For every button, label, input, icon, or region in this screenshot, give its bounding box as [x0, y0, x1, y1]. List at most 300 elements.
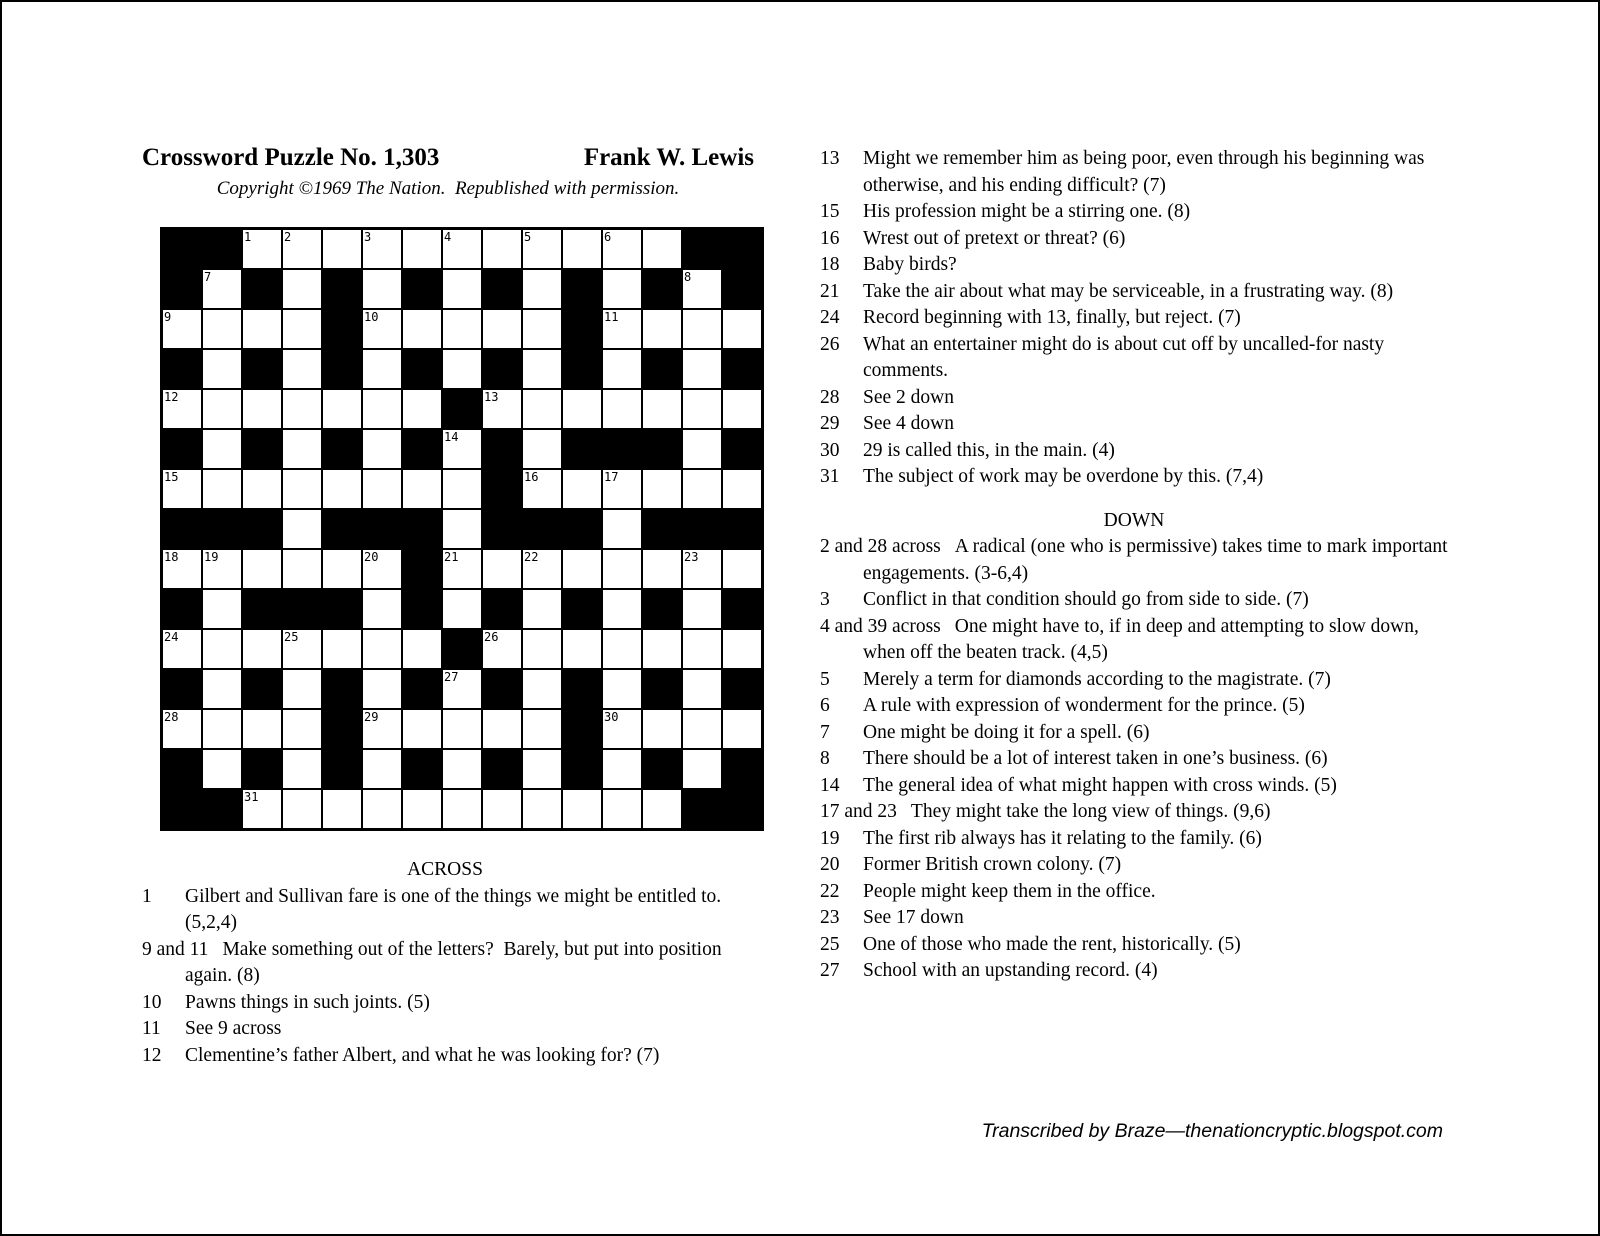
grid-cell-black: [563, 350, 601, 388]
grid-cell[interactable]: [643, 790, 681, 828]
grid-cell-black: [163, 750, 201, 788]
clue: [820, 720, 1448, 747]
clue-text: A rule with expression of wonderment for the prince. (5): [863, 695, 1305, 716]
grid-cell-number: 7: [204, 270, 212, 284]
clue-number: 11: [142, 1018, 161, 1039]
grid-cell-number: 22: [524, 550, 539, 564]
clue: [820, 746, 1448, 773]
clue: [820, 667, 1448, 694]
grid-cell-number: 26: [484, 630, 499, 644]
clue-number: 14: [820, 774, 840, 796]
grid-cell[interactable]: [203, 350, 241, 388]
grid-cell[interactable]: [563, 390, 601, 428]
grid-cell[interactable]: [363, 350, 401, 388]
grid-cell[interactable]: [643, 230, 681, 268]
grid-cell-black: [243, 350, 281, 388]
grid-cell[interactable]: [163, 470, 201, 508]
grid-cell-black: [723, 750, 761, 788]
grid-cell[interactable]: [363, 590, 401, 628]
grid-cell[interactable]: [603, 590, 641, 628]
grid-cell[interactable]: [723, 630, 761, 668]
grid-cell-black: [483, 350, 521, 388]
grid-cell-black: [163, 430, 201, 468]
clue: [820, 305, 1448, 332]
grid-cell[interactable]: [363, 670, 401, 708]
grid-cell[interactable]: [163, 710, 201, 748]
clue: [820, 385, 1448, 412]
grid-cell[interactable]: [203, 670, 241, 708]
grid-cell[interactable]: [243, 390, 281, 428]
grid-cell[interactable]: [283, 670, 321, 708]
clue-number: 15: [820, 201, 840, 222]
grid-cell-black: [323, 350, 361, 388]
across-header: ACROSS: [407, 859, 483, 880]
grid-cell-number: 10: [364, 310, 379, 324]
grid-cell[interactable]: [643, 710, 681, 748]
clue-number: 3: [820, 589, 830, 610]
grid-cell-number: 24: [164, 630, 179, 644]
grid-cell[interactable]: [523, 310, 561, 348]
grid-cell-black: [243, 590, 281, 628]
grid-cell[interactable]: [443, 670, 481, 708]
grid-cell-number: 23: [684, 550, 699, 564]
grid-cell-black: [483, 590, 521, 628]
grid-cell[interactable]: [283, 390, 321, 428]
grid-cell[interactable]: [523, 710, 561, 748]
grid-cell[interactable]: [243, 710, 281, 748]
grid-cell[interactable]: [363, 430, 401, 468]
grid-cell[interactable]: [523, 430, 561, 468]
clue-text: The general idea of what might happen with cross winds. (5): [863, 774, 1337, 796]
grid-cell[interactable]: [523, 350, 561, 388]
grid-cell[interactable]: [283, 630, 321, 668]
grid-cell[interactable]: [483, 230, 521, 268]
clue-text: Conflict in that condition should go from side to side. (7): [863, 589, 1309, 610]
grid-cell[interactable]: [203, 750, 241, 788]
clue-text: See 17 down: [863, 907, 964, 928]
grid-cell-black: [723, 670, 761, 708]
grid-cell-number: 9: [164, 310, 172, 324]
grid-cell[interactable]: [523, 470, 561, 508]
grid-cell[interactable]: [163, 310, 201, 348]
clue: [820, 614, 1448, 667]
clue-number: 23: [820, 907, 840, 928]
grid-cell[interactable]: [683, 430, 721, 468]
clue-text: A radical (one who is permissive) takes time to mark important engagements. (3-6,4): [863, 536, 1448, 584]
down-header: DOWN: [1103, 509, 1165, 531]
clue-text: Make something out of the letters? Barely, but put into position again. (8): [185, 938, 722, 986]
grid-cell-number: 19: [204, 550, 219, 564]
clue-number: 26: [820, 333, 840, 355]
grid-cell[interactable]: [443, 550, 481, 588]
grid-cell-black: [563, 510, 601, 548]
grid-cell[interactable]: [563, 230, 601, 268]
grid-cell-number: 5: [524, 230, 532, 244]
grid-cell[interactable]: [283, 430, 321, 468]
grid-cell-black: [483, 750, 521, 788]
clue: [820, 438, 1448, 465]
grid-cell[interactable]: [683, 750, 721, 788]
clue: [820, 252, 1448, 279]
grid-cell[interactable]: [283, 470, 321, 508]
grid-cell[interactable]: [523, 670, 561, 708]
grid-cell-black: [403, 550, 441, 588]
clue-text: Merely a term for diamonds according to the magistrate. (7): [863, 668, 1331, 690]
grid-cell-black: [563, 430, 601, 468]
clue-text: See 9 across: [185, 1018, 282, 1039]
grid-cell[interactable]: [163, 550, 201, 588]
grid-cell[interactable]: [603, 550, 641, 588]
grid-cell[interactable]: [443, 790, 481, 828]
clue-number: 20: [820, 854, 840, 875]
grid-cell[interactable]: [643, 390, 681, 428]
down-clue-list: [820, 534, 1448, 985]
grid-cell[interactable]: [243, 630, 281, 668]
grid-cell-black: [563, 750, 601, 788]
grid-cell-black: [603, 430, 641, 468]
clue: [820, 587, 1448, 614]
grid-cell[interactable]: [363, 310, 401, 348]
clue-number: 22: [820, 880, 840, 902]
clue-number: 28: [820, 386, 840, 408]
grid-cell-black: [403, 590, 441, 628]
grid-cell[interactable]: [323, 550, 361, 588]
clue-number: 24: [820, 307, 840, 328]
clue-number: 12: [142, 1044, 162, 1066]
grid-cell[interactable]: [243, 230, 281, 268]
grid-cell[interactable]: [283, 230, 321, 268]
grid-cell[interactable]: [403, 230, 441, 268]
grid-cell[interactable]: [203, 390, 241, 428]
grid-cell-black: [203, 790, 241, 828]
grid-cell-black: [443, 390, 481, 428]
grid-cell[interactable]: [563, 790, 601, 828]
grid-cell[interactable]: [523, 630, 561, 668]
grid-cell-black: [203, 510, 241, 548]
grid-cell[interactable]: [723, 710, 761, 748]
grid-cell[interactable]: [523, 390, 561, 428]
grid-cell-black: [563, 670, 601, 708]
clue-text: What an entertainer might do is about cut off by uncalled-for nasty comments.: [863, 333, 1385, 381]
grid-cell[interactable]: [603, 670, 641, 708]
clue-text: 29 is called this, in the main. (4): [863, 439, 1115, 461]
grid-cell[interactable]: [283, 750, 321, 788]
clue: [142, 1043, 748, 1070]
grid-cell-black: [683, 230, 721, 268]
grid-cell-black: [723, 590, 761, 628]
grid-cell-black: [723, 270, 761, 308]
grid-cell[interactable]: [163, 390, 201, 428]
grid-cell-black: [163, 590, 201, 628]
grid-cell[interactable]: [323, 470, 361, 508]
clue: [820, 799, 1448, 826]
grid-cell[interactable]: [723, 550, 761, 588]
clue-number: 19: [820, 827, 840, 849]
grid-cell[interactable]: [523, 230, 561, 268]
grid-cell-number: 21: [444, 550, 459, 564]
grid-cell[interactable]: [603, 390, 641, 428]
grid-cell[interactable]: [163, 630, 201, 668]
grid-cell[interactable]: [363, 630, 401, 668]
clue-number: 21: [820, 280, 840, 302]
grid-cell-black: [403, 350, 441, 388]
grid-cell[interactable]: [683, 270, 721, 308]
clue-number: 25: [820, 933, 840, 955]
clue: [820, 332, 1448, 385]
clue: [820, 958, 1448, 985]
grid-cell[interactable]: [203, 630, 241, 668]
grid-cell[interactable]: [603, 710, 641, 748]
grid-cell[interactable]: [323, 230, 361, 268]
grid-cell[interactable]: [283, 710, 321, 748]
grid-cell-black: [403, 270, 441, 308]
clue-number: 31: [820, 466, 840, 487]
grid-cell-black: [163, 350, 201, 388]
grid-cell[interactable]: [363, 470, 401, 508]
grid-cell[interactable]: [443, 510, 481, 548]
grid-cell[interactable]: [363, 750, 401, 788]
grid-cell[interactable]: [643, 470, 681, 508]
grid-cell-black: [163, 670, 201, 708]
grid-cell-black: [643, 270, 681, 308]
clue-text: Record beginning with 13, finally, but reject. (7): [863, 307, 1241, 328]
grid-cell[interactable]: [203, 550, 241, 588]
grid-cell[interactable]: [363, 230, 401, 268]
grid-cell[interactable]: [643, 550, 681, 588]
clue: [820, 852, 1448, 879]
grid-cell-black: [723, 350, 761, 388]
grid-cell-black: [443, 630, 481, 668]
clue-text: One might be doing it for a spell. (6): [863, 721, 1150, 743]
grid-cell[interactable]: [203, 270, 241, 308]
clue: [142, 1016, 748, 1043]
grid-cell-black: [643, 670, 681, 708]
grid-cell[interactable]: [443, 230, 481, 268]
grid-cell[interactable]: [523, 790, 561, 828]
grid-cell-number: 15: [164, 470, 179, 484]
clue-number: 27: [820, 960, 840, 981]
clue-text: Wrest out of pretext or threat? (6): [863, 227, 1126, 249]
grid-cell[interactable]: [283, 310, 321, 348]
grid-cell[interactable]: [483, 550, 521, 588]
grid-cell-number: 14: [444, 430, 459, 444]
clue-number: 29: [820, 413, 840, 434]
grid-cell-black: [723, 230, 761, 268]
grid-cell-black: [483, 510, 521, 548]
grid-cell[interactable]: [683, 470, 721, 508]
grid-cell-black: [563, 710, 601, 748]
grid-cell[interactable]: [363, 390, 401, 428]
grid-cell[interactable]: [243, 310, 281, 348]
grid-cell[interactable]: [643, 630, 681, 668]
grid-cell-black: [483, 430, 521, 468]
clue-text: Might we remember him as being poor, even through his beginning was otherwise, and his ending difficult? (7): [863, 148, 1425, 196]
grid-cell[interactable]: [243, 790, 281, 828]
grid-cell[interactable]: [723, 390, 761, 428]
grid-cell[interactable]: [563, 550, 601, 588]
grid-cell[interactable]: [403, 310, 441, 348]
grid-cell[interactable]: [683, 710, 721, 748]
grid-cell[interactable]: [523, 750, 561, 788]
grid-cell[interactable]: [283, 790, 321, 828]
grid-cell[interactable]: [203, 710, 241, 748]
grid-cell[interactable]: [683, 590, 721, 628]
grid-cell-black: [403, 430, 441, 468]
grid-cell[interactable]: [203, 590, 241, 628]
grid-cell-black: [483, 470, 521, 508]
grid-cell[interactable]: [363, 790, 401, 828]
grid-cell[interactable]: [603, 470, 641, 508]
grid-cell-black: [403, 510, 441, 548]
grid-cell-black: [323, 750, 361, 788]
grid-cell[interactable]: [603, 630, 641, 668]
grid-cell[interactable]: [523, 550, 561, 588]
grid-cell[interactable]: [443, 350, 481, 388]
grid-cell[interactable]: [483, 630, 521, 668]
grid-cell-black: [363, 510, 401, 548]
clue-text: See 2 down: [863, 386, 954, 408]
clue-number: 4 and 39 across: [820, 615, 941, 637]
clue: [820, 534, 1448, 587]
grid-cell-black: [323, 510, 361, 548]
grid-cell-black: [403, 750, 441, 788]
grid-cell[interactable]: [683, 550, 721, 588]
grid-cell-black: [243, 270, 281, 308]
clue-number: 6: [820, 695, 830, 716]
grid-cell[interactable]: [363, 710, 401, 748]
clue-text: Baby birds?: [863, 254, 957, 275]
grid-cell[interactable]: [483, 310, 521, 348]
grid-cell-number: 13: [484, 390, 499, 404]
grid-cell-number: 2: [284, 230, 292, 244]
clue: [820, 146, 1448, 199]
grid-cell[interactable]: [203, 470, 241, 508]
grid-cell[interactable]: [603, 750, 641, 788]
grid-cell[interactable]: [563, 470, 601, 508]
clue: [820, 826, 1448, 853]
grid-cell[interactable]: [363, 550, 401, 588]
grid-cell[interactable]: [323, 630, 361, 668]
grid-cell[interactable]: [443, 270, 481, 308]
grid-cell[interactable]: [723, 470, 761, 508]
grid-cell[interactable]: [443, 310, 481, 348]
grid-cell[interactable]: [243, 470, 281, 508]
grid-cell-black: [243, 510, 281, 548]
grid-cell[interactable]: [723, 310, 761, 348]
grid-cell[interactable]: [443, 590, 481, 628]
grid-cell[interactable]: [443, 750, 481, 788]
grid-cell[interactable]: [403, 630, 441, 668]
clue-text: One might have to, if in deep and attempting to slow down, when off the beaten track. (4,5): [863, 615, 1419, 663]
clue-number: 18: [820, 254, 840, 275]
clue-text: People might keep them in the office.: [863, 880, 1156, 902]
grid-cell[interactable]: [243, 550, 281, 588]
grid-cell[interactable]: [483, 790, 521, 828]
grid-cell[interactable]: [483, 390, 521, 428]
grid-cell[interactable]: [443, 430, 481, 468]
clue-text: The subject of work may be overdone by this. (7,4): [863, 466, 1264, 487]
crossword-grid: [160, 227, 764, 831]
clue-text: The first rib always has it relating to the family. (6): [863, 827, 1262, 849]
grid-cell[interactable]: [683, 630, 721, 668]
grid-cell[interactable]: [283, 270, 321, 308]
clue: [142, 937, 748, 990]
clue: [142, 884, 748, 937]
grid-cell[interactable]: [283, 350, 321, 388]
grid-cell[interactable]: [443, 470, 481, 508]
grid-cell-black: [563, 270, 601, 308]
grid-cell[interactable]: [683, 310, 721, 348]
grid-cell[interactable]: [203, 430, 241, 468]
clue-number: 10: [142, 991, 162, 1013]
across-clue-list-left: [142, 884, 748, 1070]
grid-cell[interactable]: [323, 790, 361, 828]
grid-cell-number: 20: [364, 550, 379, 564]
clue: [820, 879, 1448, 906]
grid-cell-black: [243, 670, 281, 708]
page-title: Crossword Puzzle No. 1,303: [142, 144, 440, 171]
clue: [820, 773, 1448, 800]
clue-number: 5: [820, 668, 830, 690]
grid-cell[interactable]: [523, 270, 561, 308]
grid-cell[interactable]: [603, 230, 641, 268]
clue-number: 17 and 23: [820, 801, 897, 822]
clue-text: Take the air about what may be serviceable, in a frustrating way. (8): [863, 280, 1394, 302]
grid-cell[interactable]: [603, 270, 641, 308]
grid-cell[interactable]: [563, 630, 601, 668]
clue-text: See 4 down: [863, 413, 954, 434]
clue-text: Clementine’s father Albert, and what he was looking for? (7): [185, 1044, 660, 1066]
grid-cell[interactable]: [683, 670, 721, 708]
grid-cell[interactable]: [523, 590, 561, 628]
grid-cell[interactable]: [603, 350, 641, 388]
grid-cell[interactable]: [403, 390, 441, 428]
grid-cell[interactable]: [323, 390, 361, 428]
grid-cell-black: [203, 230, 241, 268]
grid-cell-number: 16: [524, 470, 539, 484]
grid-cell[interactable]: [283, 550, 321, 588]
grid-cell-number: 25: [284, 630, 299, 644]
grid-cell[interactable]: [603, 510, 641, 548]
grid-cell[interactable]: [683, 390, 721, 428]
grid-cell[interactable]: [603, 790, 641, 828]
grid-cell-black: [643, 430, 681, 468]
grid-cell-black: [723, 510, 761, 548]
clue-number: 2 and 28 across: [820, 536, 941, 557]
grid-cell[interactable]: [443, 710, 481, 748]
grid-cell-black: [323, 430, 361, 468]
grid-cell[interactable]: [403, 470, 441, 508]
grid-cell[interactable]: [683, 350, 721, 388]
grid-cell[interactable]: [483, 710, 521, 748]
grid-cell[interactable]: [283, 510, 321, 548]
grid-cell[interactable]: [403, 710, 441, 748]
grid-cell[interactable]: [403, 790, 441, 828]
grid-cell-black: [323, 310, 361, 348]
header: [142, 144, 754, 172]
grid-cell-number: 31: [244, 790, 259, 804]
grid-cell[interactable]: [603, 310, 641, 348]
clue-text: Gilbert and Sullivan fare is one of the things we might be entitled to. (5,2,4): [185, 885, 722, 933]
grid-cell-black: [483, 670, 521, 708]
grid-cell[interactable]: [203, 310, 241, 348]
grid-cell[interactable]: [363, 270, 401, 308]
clue: [820, 199, 1448, 226]
grid-cell-number: 29: [364, 710, 379, 724]
grid-cell-number: 28: [164, 710, 179, 724]
clue-text: There should be a lot of interest taken in one’s business. (6): [863, 748, 1328, 769]
grid-cell[interactable]: [643, 310, 681, 348]
